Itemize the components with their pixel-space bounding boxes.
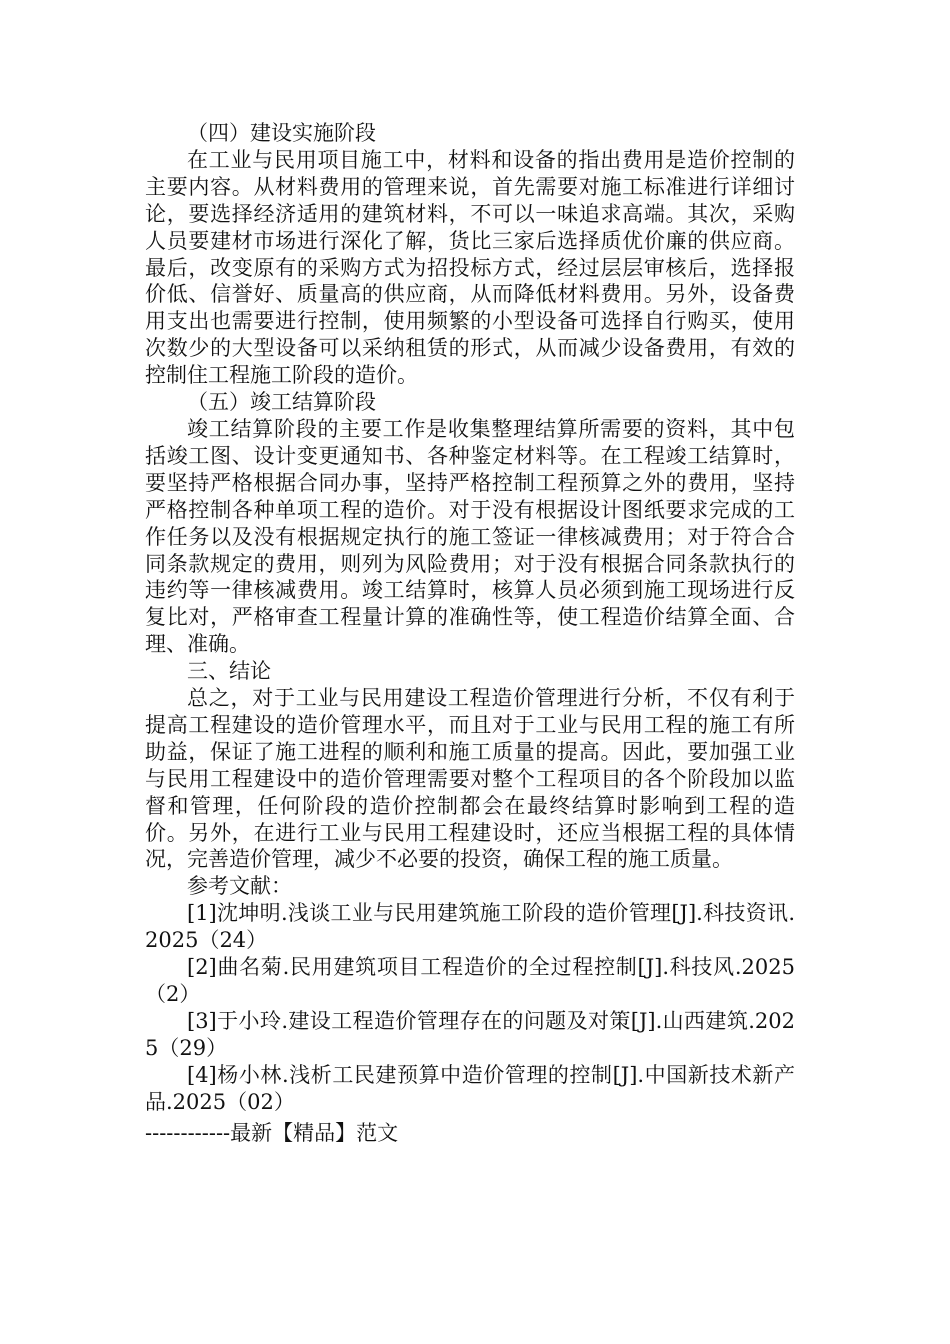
- page-footer: ------------最新【精品】范文: [145, 1121, 399, 1145]
- section-paragraph: 总之，对于工业与民用建设工程造价管理进行分析，不仅有利于提高工程建设的造价管理水平，而且对于工业与民用工程的施工有所助益，保证了施工进程的顺利和施工质量的提高。因此，要加强工业与民用工程建设中的造价管理需要对整个工程项目的各个阶段加以监督和管理，任何阶段的造价控制都会在最终结算时影响到工程的造价。另外，在进行工业与民用工程建设时，还应当根据工程的具体情况，完善造价管理，减少不必要的投资，确保工程的施工质量。: [145, 686, 795, 872]
- reference-item: [1]沈坤明.浅谈工业与民用建筑施工阶段的造价管理[J].科技资讯.2025（24）: [145, 901, 795, 953]
- references-heading: 参考文献：: [187, 874, 292, 899]
- section-paragraph: 竣工结算阶段的主要工作是收集整理结算所需要的资料，其中包括竣工图、设计变更通知书、各种鉴定材料等。在工程竣工结算时，要坚持严格根据合同办事，坚持严格控制工程预算之外的费用，坚持严格控制各种单项工程的造价。对于没有根据设计图纸要求完成的工作任务以及没有根据规定执行的施工签证一律核减费用；对于符合合同条款规定的费用，则列为风险费用；对于没有根据合同条款执行的违约等一律核减费用。竣工结算时，核算人员必须到施工现场进行反复比对，严格审查工程量计算的准确性等，使工程造价结算全面、合理、准确。: [145, 416, 795, 657]
- reference-item: [4]杨小林.浅析工民建预算中造价管理的控制[J].中国新技术新产品.2025（02）: [145, 1062, 795, 1114]
- section-heading: 三、结论: [187, 659, 271, 684]
- section-heading: （五）竣工结算阶段: [187, 390, 376, 415]
- reference-item: [2]曲名菊.民用建筑项目工程造价的全过程控制[J].科技风.2025（2）: [145, 955, 795, 1006]
- document-body: [145, 120, 795, 1116]
- reference-item: [3]于小玲.建设工程造价管理存在的问题及对策[J].山西建筑.2025（29）: [145, 1008, 795, 1060]
- section-heading: （四）建设实施阶段: [187, 121, 376, 145]
- section-paragraph: 在工业与民用项目施工中，材料和设备的指出费用是造价控制的主要内容。从材料费用的管理来说，首先需要对施工标准进行详细讨论，要选择经济适用的建筑材料，不可以一味追求高端。其次，采购人员要建材市场进行深化了解，货比三家后选择质优价廉的供应商。最后，改变原有的采购方式为招投标方式，经过层层审核后，选择报价低、信誉好、质量高的供应商，从而降低材料费用。另外，设备费用支出也需要进行控制，使用频繁的小型设备可选择自行购买，使用次数少的大型设备可以采纳租赁的形式，从而减少设备费用，有效的控制住工程施工阶段的造价。: [145, 147, 795, 388]
